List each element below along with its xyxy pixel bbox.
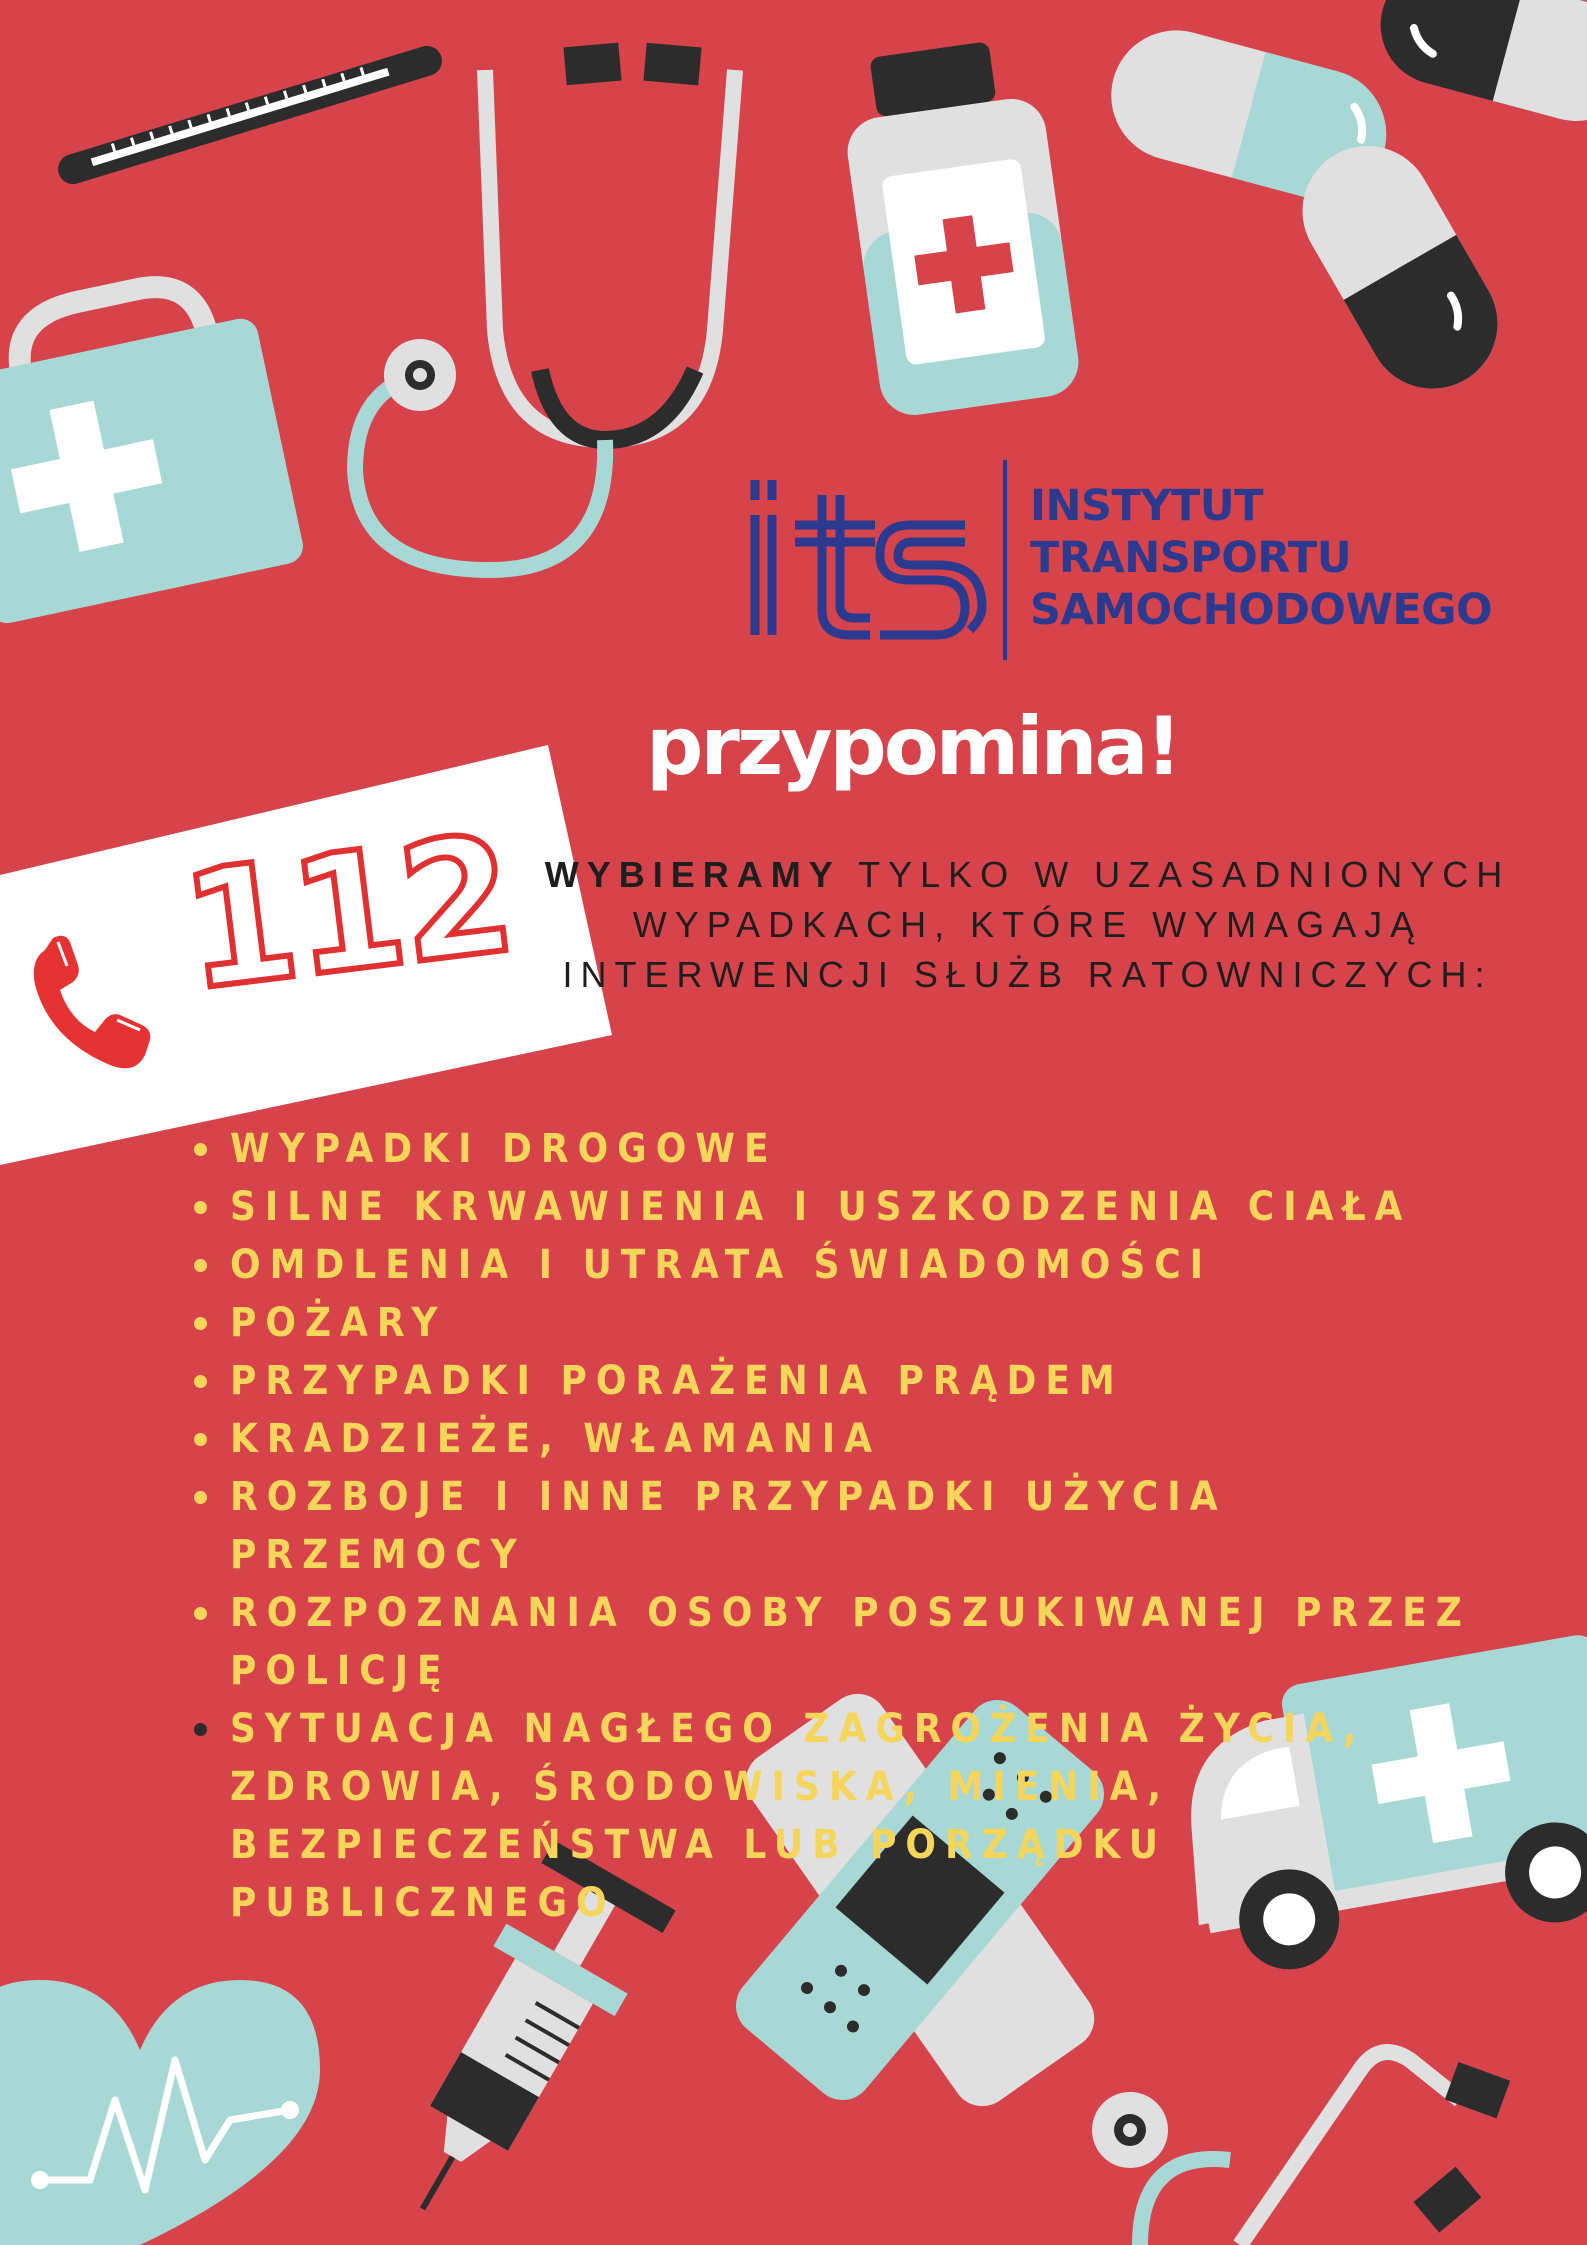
- stethoscope-icon: [980, 2010, 1520, 2245]
- emergency-cases-list: [190, 1120, 1510, 1932]
- list-item: POŻARY: [230, 1294, 1510, 1352]
- medicine-bottle-icon: [840, 25, 1110, 445]
- list-item: ROZPOZNANIA OSOBY POSZUKIWANEJ PRZEZ POLICJĘ: [230, 1584, 1510, 1700]
- headline: przypomina!: [646, 700, 1179, 793]
- logo-divider: [1003, 460, 1007, 660]
- list-item: SYTUACJA NAGŁEGO ZAGROŻENIA ŻYCIA, ZDROWIA, ŚRODOWISKA, MIENIA, BEZPIECZEŃSTWA LUB PORZĄDKU PUBLICZNEGO: [230, 1700, 1510, 1932]
- pill-icon: [1080, 0, 1587, 400]
- logo-name-line2: TRANSPORTU: [1030, 533, 1352, 583]
- intro-bold: WYBIERAMY: [544, 854, 841, 895]
- list-item: KRADZIEŻE, WŁAMANIA: [230, 1410, 1510, 1468]
- intro-text: [470, 850, 1585, 1000]
- its-logo-icon: [740, 470, 990, 645]
- emergency-number: 112: [173, 800, 521, 1028]
- logo-name: [1030, 480, 1492, 636]
- first-aid-kit-icon: [0, 270, 300, 630]
- heart-pulse-icon: [0, 1960, 340, 2245]
- list-item: ROZBOJE I INNE PRZYPADKI UŻYCIA PRZEMOCY: [230, 1468, 1510, 1584]
- list-item: SILNE KRWAWIENIA I USZKODZENIA CIAŁA: [230, 1178, 1510, 1236]
- logo-name-line1: INSTYTUT: [1030, 481, 1264, 531]
- intro-rest: TYLKO W UZASADNIONYCH WYPADKACH, KTÓRE WYMAGAJĄ INTERWENCJI SŁUŻB RATOWNICZYCH:: [562, 854, 1511, 995]
- list-item: OMDLENIA I UTRATA ŚWIADOMOŚCI: [230, 1236, 1510, 1294]
- phone-icon: [25, 930, 165, 1080]
- logo-name-line3: SAMOCHODOWEGO: [1030, 585, 1493, 635]
- list-item: PRZYPADKI PORAŻENIA PRĄDEM: [230, 1352, 1510, 1410]
- list-item: WYPADKI DROGOWE: [230, 1120, 1510, 1178]
